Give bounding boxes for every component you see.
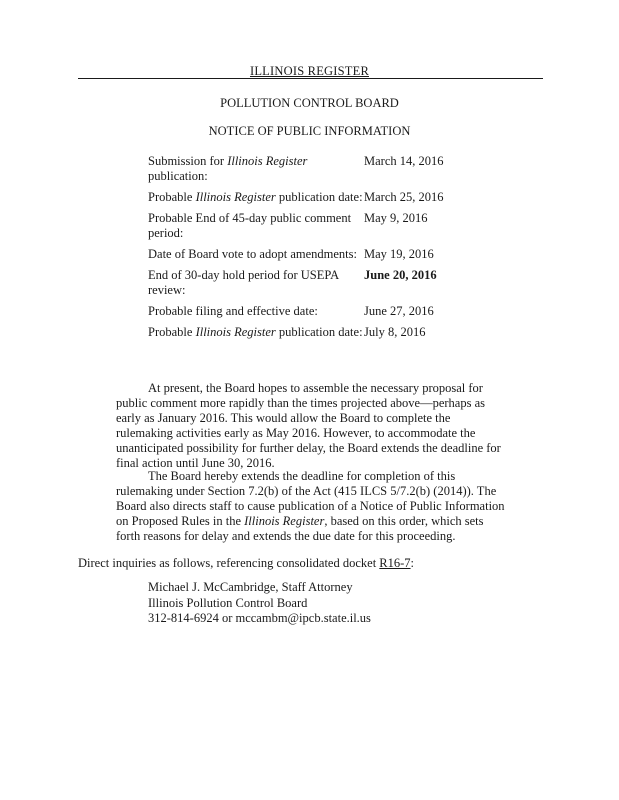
schedule-date-highlighted: June 20, 2016 bbox=[364, 268, 437, 282]
schedule-date: June 27, 2016 bbox=[364, 304, 434, 318]
notice-title: NOTICE OF PUBLIC INFORMATION bbox=[208, 124, 411, 138]
schedule-row bbox=[148, 325, 478, 340]
schedule-row bbox=[148, 211, 478, 241]
contact-block bbox=[148, 580, 448, 627]
schedule-date: March 25, 2016 bbox=[364, 190, 444, 204]
schedule-date: May 9, 2016 bbox=[364, 211, 428, 225]
schedule-row bbox=[148, 304, 478, 319]
schedule-row bbox=[148, 247, 478, 262]
contact-name: Michael J. McCambridge, Staff Attorney bbox=[148, 580, 353, 594]
schedule-label: Probable filing and effective date: bbox=[148, 304, 318, 318]
docket-number: R16-7 bbox=[379, 556, 411, 570]
schedule-table bbox=[148, 154, 478, 346]
schedule-date: March 14, 2016 bbox=[364, 154, 444, 168]
schedule-label: Probable Illinois Register publication date: bbox=[148, 325, 363, 339]
register-title: ILLINOIS REGISTER bbox=[249, 64, 369, 78]
contact-organization: Illinois Pollution Control Board bbox=[148, 595, 308, 610]
header-divider bbox=[78, 78, 543, 79]
paragraph-extension: The Board hereby extends the deadline for completion of this rulemaking under Section 7.2(b) of the Act (415 ILCS 5/7.2(b) (2014)). The Board also directs staff to cause publication of a Notice of Public Information on Proposed Rules in the Illinois Register, based on this order, which sets forth reasons for delay and extends the due date for this proceeding. bbox=[116, 469, 505, 543]
schedule-label: Probable End of 45-day public comment period: bbox=[148, 211, 352, 240]
inquiries-line: Direct inquiries as follows, referencing consolidated docket R16-7: bbox=[78, 556, 415, 570]
schedule-row bbox=[148, 190, 478, 205]
paragraph-timeline: At present, the Board hopes to assemble the necessary proposal for public comment more rapidly than the times projected above—perhaps as early as January 2016. This would allow the Board to complete the rulemaking activities early as May 2016. However, to accommodate the unanticipated possibility for further delay, the Board extends the deadline for final action until June 30, 2016. bbox=[116, 381, 501, 470]
schedule-label: End of 30-day hold period for USEPA review: bbox=[148, 268, 339, 297]
schedule-date: May 19, 2016 bbox=[364, 247, 434, 261]
schedule-label: Date of Board vote to adopt amendments: bbox=[148, 247, 357, 261]
schedule-label: Submission for Illinois Register publication: bbox=[148, 154, 308, 183]
schedule-row bbox=[148, 154, 478, 184]
schedule-row bbox=[148, 268, 478, 298]
schedule-date: July 8, 2016 bbox=[364, 325, 426, 339]
contact-phone-email: 312-814-6924 or mccambm@ipcb.state.il.us bbox=[148, 611, 371, 625]
agency-name: POLLUTION CONTROL BOARD bbox=[220, 96, 399, 110]
schedule-label: Probable Illinois Register publication date: bbox=[148, 190, 363, 204]
